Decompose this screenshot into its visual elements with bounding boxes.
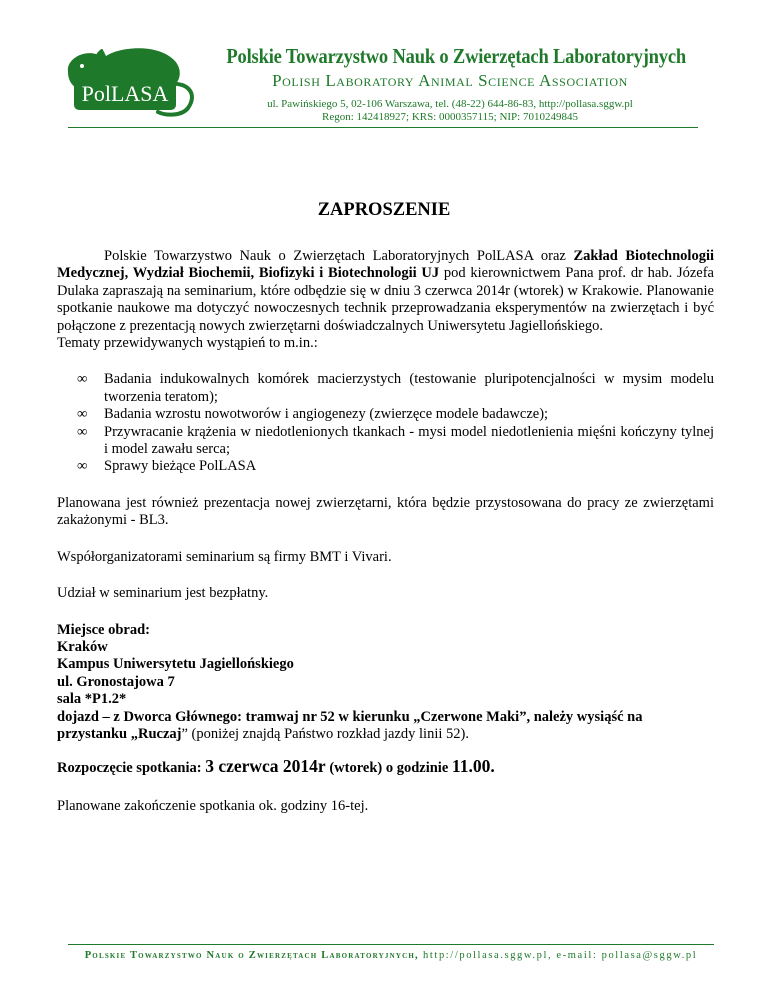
start-time-line — [57, 758, 714, 777]
topic-text: Przywracanie krążenia w niedotlenionych tkankach - mysi model niedotlenienia mięśni kończyny tylnej i model zawału serca; — [104, 423, 714, 458]
list-item — [57, 371, 714, 406]
footer — [68, 950, 714, 961]
header-divider — [68, 127, 698, 128]
pollasa-rat-logo — [62, 38, 202, 118]
footer-divider — [68, 944, 714, 945]
list-item — [57, 406, 714, 423]
bullet-symbol: ∞ — [77, 371, 88, 388]
presentation-paragraph: Planowana jest również prezentacja nowej zwierzętarni, która będzie przystosowana do pracy ze zwierzętami zakażonymi - BL3. — [57, 494, 714, 529]
topic-text: Sprawy bieżące PolLASA — [104, 458, 257, 475]
venue-city: Kraków — [57, 638, 108, 655]
venue-campus: Kampus Uniwersytetu Jagiellońskiego — [57, 656, 294, 673]
org-name-english: Polish Laboratory Animal Science Association — [272, 71, 628, 90]
topic-text: Badania indukowalnych komórek macierzystych (testowanie pluripotencjalności w mysim modelu tworzenia teratom); — [104, 371, 714, 405]
venue-heading: Miejsce obrad: — [57, 621, 151, 638]
end-time-paragraph: Planowane zakończenie spotkania ok. godziny 16-tej. — [57, 797, 369, 814]
footer-contact: http://pollasa.sggw.pl, e-mail: pollasa@sggw.pl — [418, 950, 698, 961]
bullet-symbol: ∞ — [77, 458, 88, 475]
list-item — [57, 424, 714, 459]
footer-org-name: Polskie Towarzystwo Nauk o Zwierzętach Laboratoryjnych, — [84, 950, 419, 961]
org-address: ul. Pawińskiego 5, 02-106 Warszawa, tel. (48-22) 644-86-83, http://pollasa.sggw.pl — [267, 98, 633, 110]
venue-timetable-note: ” (poniżej znajdą Państwo rozkład jazdy linii 52). — [181, 725, 469, 742]
intro-paragraph — [57, 248, 714, 335]
venue-directions: dojazd – z Dworca Głównego: tramwaj nr 52 w kierunku „Czerwone Maki”, należy wysiąść na — [57, 708, 643, 725]
venue-room: sala *P1.2* — [57, 691, 127, 708]
start-label: Rozpoczęcie spotkania: — [57, 760, 206, 777]
intro-department: Zakład Biotechnologii Medycznej, Wydział Biochemii, Biofizyki i Biotechnologii UJ — [57, 248, 714, 282]
intro-text-2: pod kierownictwem Pana prof. dr hab. Józefa Dulaka zapraszają na seminarium, które odbędzie się w dniu 3 czerwca 2014r (wtorek) w Krakowie. Planowanie spotkanie naukowe ma dotyczyć nowoczesnych technik przeprowadzania eksperymentów na zwierzętach i być połączone z prezentacją nowych zwierzętarni doświadczalnych Uniwersytetu Jagiellońskiego. — [57, 265, 714, 334]
venue-tram-stop: przystanku „Ruczaj — [57, 725, 182, 742]
venue-street: ul. Gronostajowa 7 — [57, 673, 175, 690]
venue-block — [57, 622, 714, 744]
coorganizers-paragraph: Współorganizatorami seminarium są firmy BMT i Vivari. — [57, 548, 392, 565]
topics-intro: Tematy przewidywanych wystąpień to m.in.: — [57, 335, 318, 352]
org-name-polish: Polskie Towarzystwo Nauk o Zwierzętach Laboratoryjnych — [226, 44, 687, 68]
topic-text: Badania wzrostu nowotworów i angiogenezy (zwierzęce modele badawcze); — [104, 406, 549, 423]
topics-list — [57, 371, 714, 475]
logo-text: PolLASA — [81, 81, 169, 106]
start-weekday: (wtorek) o godzinie — [325, 760, 452, 777]
document-body — [57, 248, 714, 830]
org-registry: Regon: 142418927; KRS: 0000357115; NIP: 7010249845 — [322, 111, 578, 123]
list-item — [57, 458, 714, 475]
free-participation-paragraph: Udział w seminarium jest bezpłatny. — [57, 585, 269, 602]
letterhead — [0, 0, 768, 130]
intro-text-1: Polskie Towarzystwo Nauk o Zwierzętach Laboratoryjnych PolLASA oraz — [104, 248, 574, 264]
bullet-symbol: ∞ — [77, 423, 88, 440]
document-title: ZAPROSZENIE — [317, 200, 451, 220]
start-time: 11.00. — [451, 756, 495, 777]
bullet-symbol: ∞ — [77, 406, 88, 423]
start-date: 3 czerwca 2014r — [205, 756, 326, 777]
